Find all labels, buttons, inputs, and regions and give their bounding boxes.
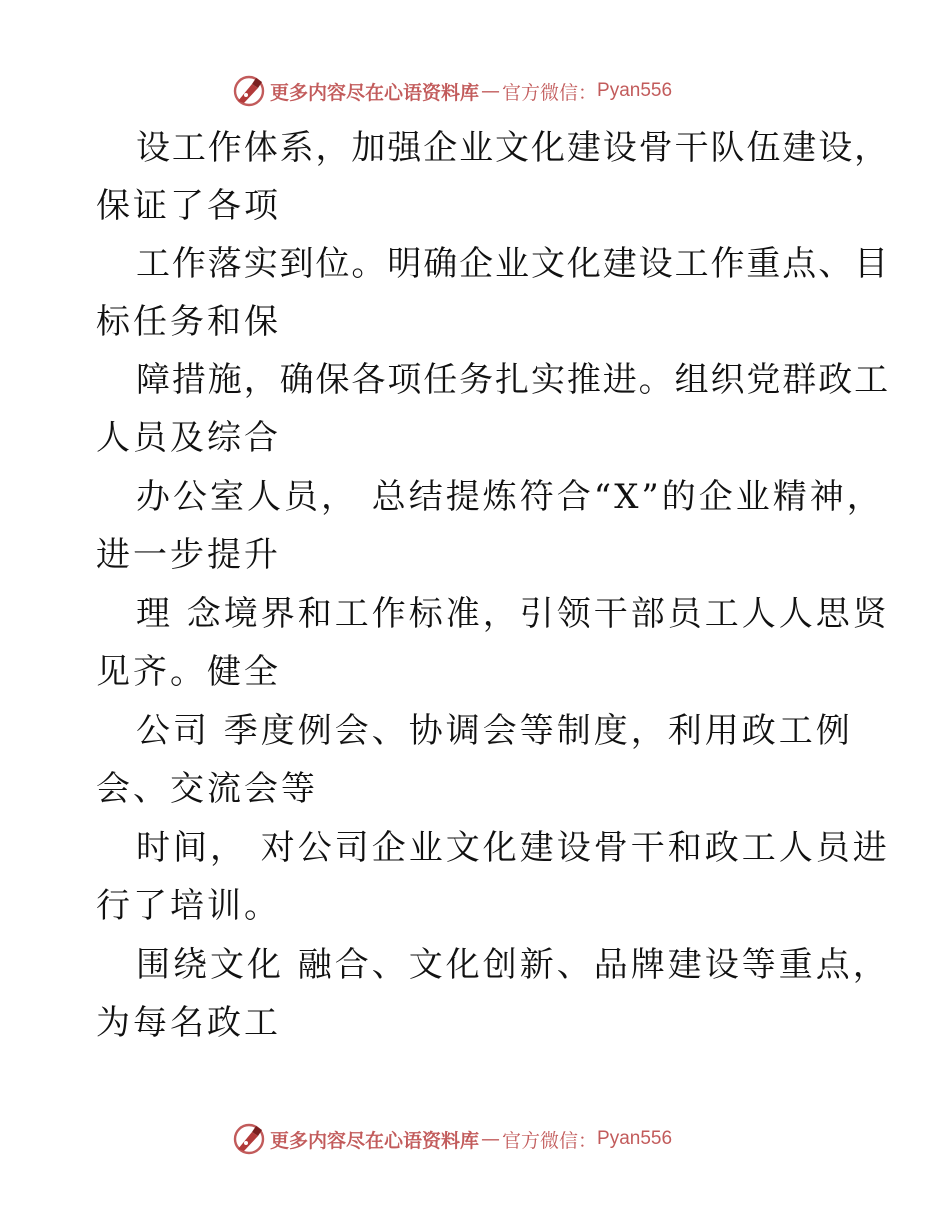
paragraph-7-line-2: 行了培训。 — [96, 886, 281, 926]
watermark-sub-text: 官方微信： — [502, 81, 598, 104]
watermark-main-text: 更多内容尽在心语资料库 — [270, 81, 480, 104]
paragraph-8-line-2: 为每名政工 — [96, 1003, 281, 1043]
watermark-dash: — — [481, 1128, 501, 1150]
paragraph-2-line-1: 工作落实到位。明确企业文化建设工作重点、目 — [136, 244, 890, 284]
paragraph-6-line-2: 会、交流会等 — [96, 769, 318, 809]
paragraph-5-line-2: 见齐。健全 — [96, 652, 281, 692]
paragraph-1-line-1: 设工作体系，加强企业文化建设骨干队伍建设， — [136, 128, 890, 168]
paragraph-3-line-2: 人员及综合 — [96, 418, 281, 458]
watermark-id-text: Pyan556 — [597, 1128, 673, 1149]
paragraph-5-line-1: 理 念境界和工作标准，引领干部员工人人思贤 — [136, 594, 890, 634]
watermark-main-text: 更多内容尽在心语资料库 — [270, 1129, 480, 1152]
paragraph-7-line-1: 时间， 对公司企业文化建设骨干和政工人员进 — [136, 828, 890, 868]
paragraph-3-line-1: 障措施，确保各项任务扎实推进。组织党群政工 — [136, 360, 890, 400]
paragraph-1-line-2: 保证了各项 — [96, 186, 281, 226]
footer-watermark — [232, 1120, 752, 1158]
watermark-id-text: Pyan556 — [597, 80, 673, 101]
paragraph-4-line-1: 办公室人员， 总结提炼符合“X”的企业精神， — [136, 477, 884, 517]
watermark-sub-text: 官方微信： — [502, 1129, 598, 1152]
paragraph-6-line-1: 公司 季度例会、协调会等制度，利用政工例 — [136, 711, 853, 751]
paragraph-2-line-2: 标任务和保 — [96, 302, 281, 342]
paragraph-8-line-1: 围绕文化 融合、文化创新、品牌建设等重点， — [136, 945, 890, 985]
watermark-dash: — — [481, 80, 501, 102]
paragraph-4-line-2: 进一步提升 — [96, 535, 281, 575]
pen-nib-logo-icon — [232, 1122, 266, 1156]
